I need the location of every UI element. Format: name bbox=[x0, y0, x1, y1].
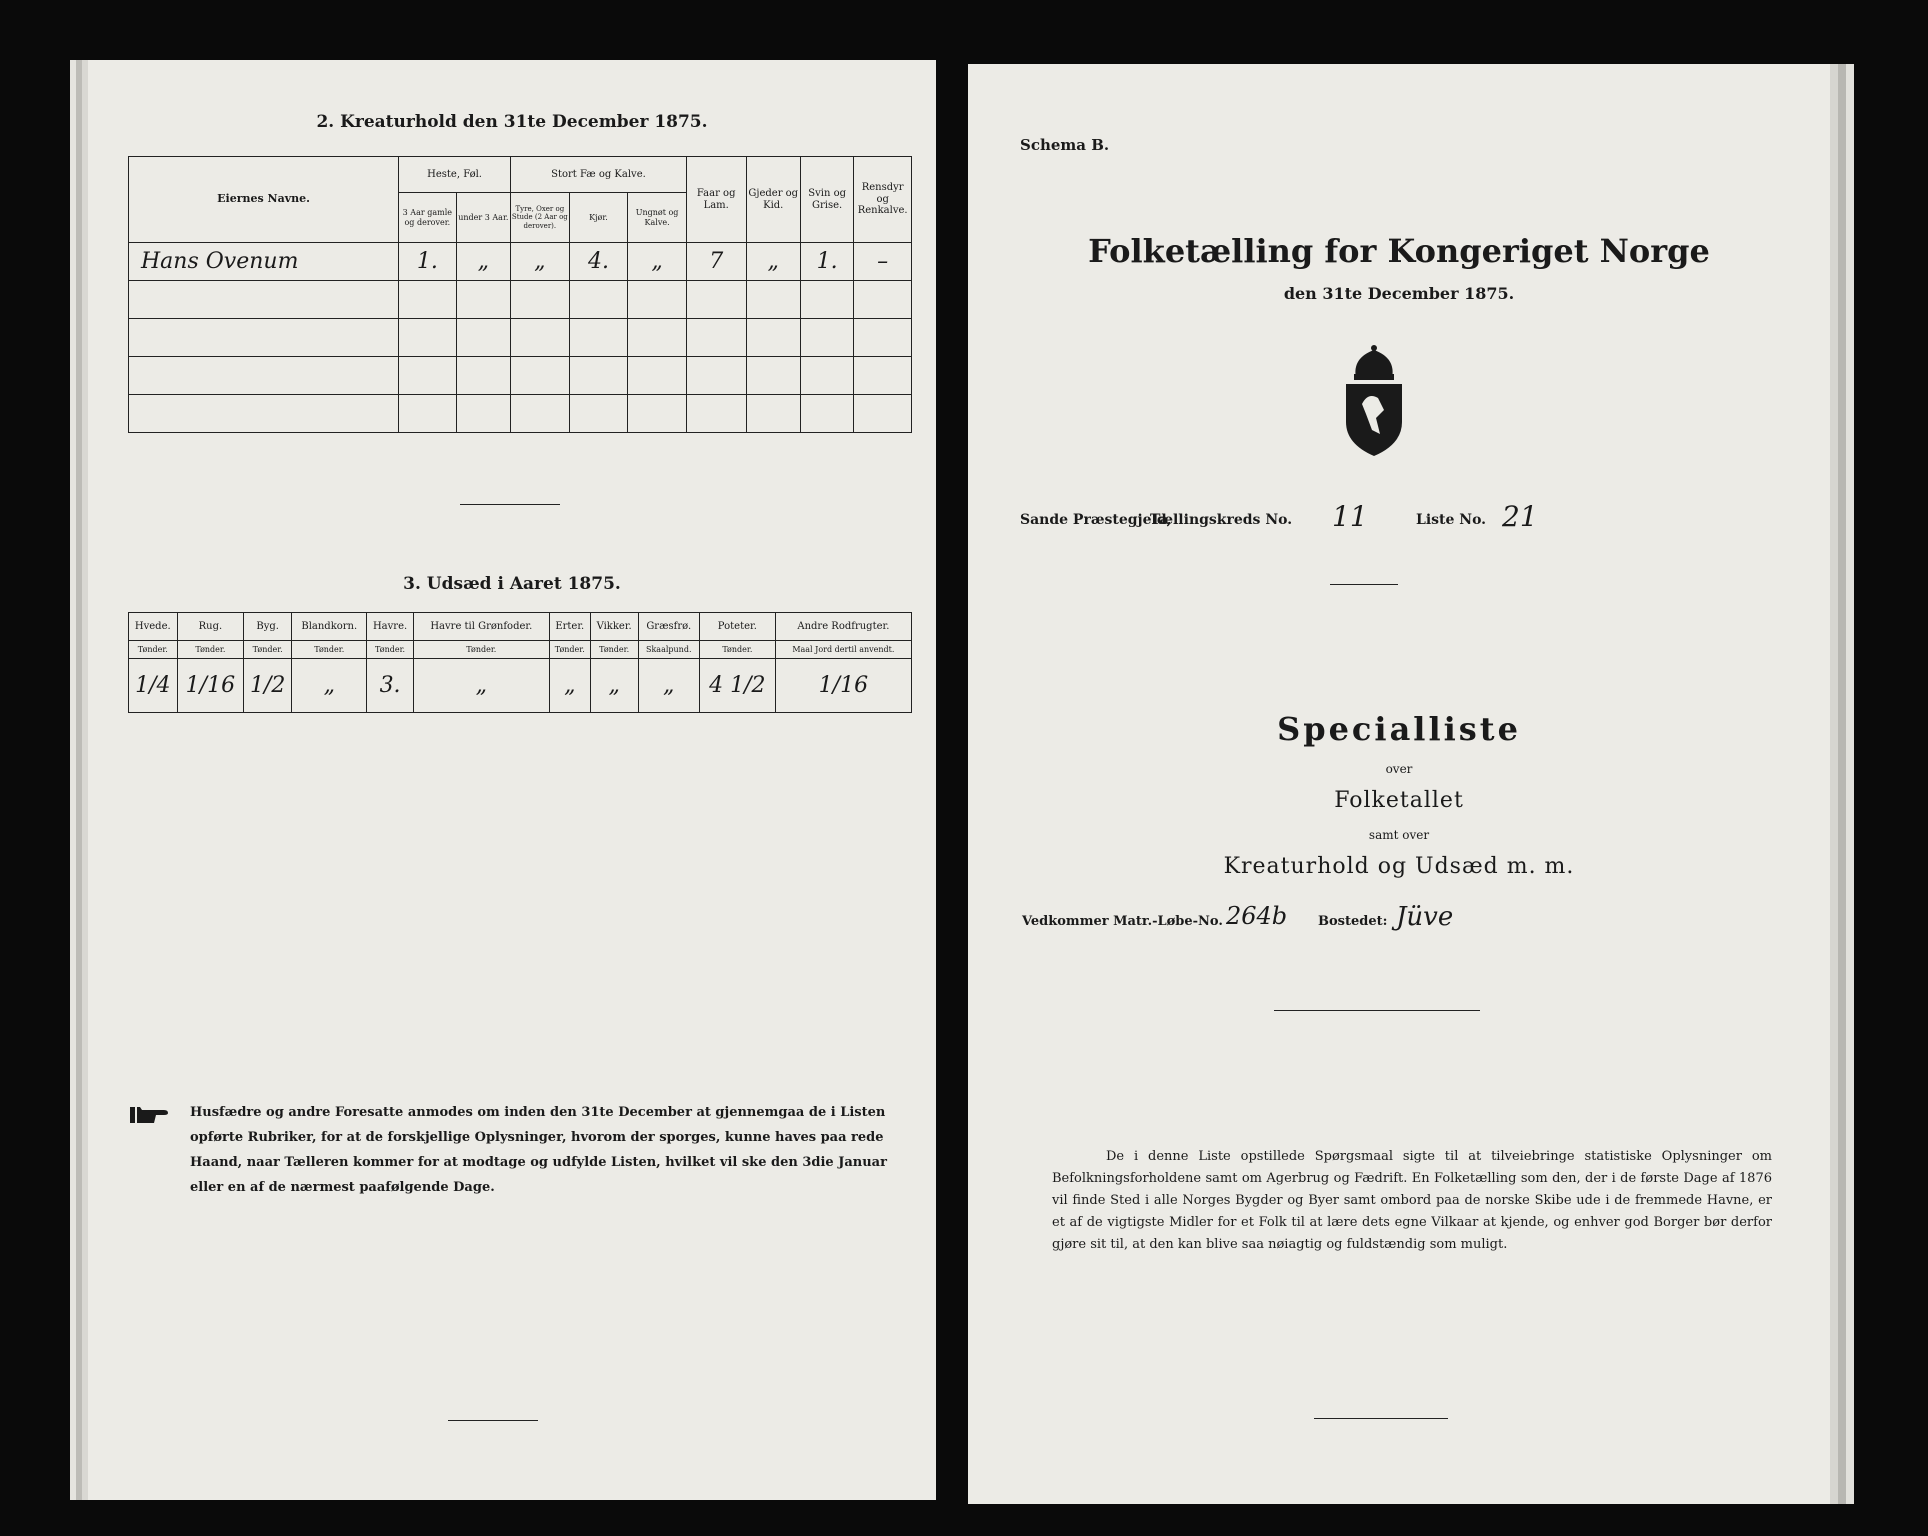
seed-title: 3. Udsæd i Aaret 1875. bbox=[403, 574, 621, 594]
seed-header-cell: Byg. bbox=[244, 613, 292, 641]
seed-value-cell: 3. bbox=[367, 659, 414, 713]
seed-header-cell: Havre til Grønfoder. bbox=[413, 613, 549, 641]
seed-unit-cell: Tønder. bbox=[590, 641, 638, 659]
district-number: 11 bbox=[1332, 500, 1368, 533]
seed-table bbox=[128, 612, 912, 713]
seed-header-cell: Blandkorn. bbox=[292, 613, 367, 641]
seed-unit-row bbox=[129, 641, 912, 659]
seed-value-cell: „ bbox=[292, 659, 367, 713]
cell: 4. bbox=[569, 243, 628, 281]
schema-label: Schema B. bbox=[1020, 136, 1110, 154]
seed-value-cell: 4 1/2 bbox=[699, 659, 775, 713]
seed-unit-cell: Tønder. bbox=[177, 641, 244, 659]
cell: „ bbox=[456, 243, 510, 281]
table-row bbox=[129, 659, 912, 713]
seed-value-cell: 1/16 bbox=[775, 659, 911, 713]
notice-text: Husfædre og andre Foresatte anmodes om inden den 31te December at gjennemgaa de i Listen opførte Rubriker, for at de forskjellige Oplysninger, hvorom der sporges, kunne haves paa rede Haand, naar Tælleren kommer for at modtage og udfylde Listen, hvilket vil ske den 3die Januar eller en af de nærmest paafølgende Dage. bbox=[190, 1105, 887, 1195]
cell: – bbox=[854, 243, 912, 281]
seed-unit-cell: Tønder. bbox=[413, 641, 549, 659]
seed-value-cell: 1/2 bbox=[244, 659, 292, 713]
table-row bbox=[129, 319, 912, 357]
seed-unit-cell: Tønder. bbox=[129, 641, 178, 659]
cell: 7 bbox=[686, 243, 746, 281]
owner-cell: Hans Ovenum bbox=[129, 243, 399, 281]
seed-value-cell: 1/4 bbox=[129, 659, 178, 713]
horses-header: Heste, Føl. bbox=[399, 157, 511, 193]
place-value: Jüve bbox=[1396, 902, 1454, 932]
pigs-header: Svin og Grise. bbox=[800, 157, 853, 243]
divider bbox=[460, 504, 560, 505]
seed-value-cell: 1/16 bbox=[177, 659, 244, 713]
divider bbox=[1274, 1010, 1480, 1011]
list-label: Liste No. bbox=[1416, 512, 1487, 528]
seed-unit-cell: Tønder. bbox=[699, 641, 775, 659]
seed-value-cell: „ bbox=[413, 659, 549, 713]
table-row bbox=[129, 243, 912, 281]
seed-header-cell: Vikker. bbox=[590, 613, 638, 641]
folketallet-text: Folketallet bbox=[1334, 788, 1464, 813]
divider bbox=[1330, 584, 1398, 585]
seed-header-cell: Andre Rodfrugter. bbox=[775, 613, 911, 641]
owner-header: Eiernes Navne. bbox=[129, 157, 399, 243]
matr-number: 264b bbox=[1226, 902, 1288, 930]
seed-unit-cell: Skaalpund. bbox=[638, 641, 699, 659]
parish-label: Sande Præstegjeld, bbox=[1020, 512, 1172, 528]
matr-label: Vedkommer Matr.-Løbe-No. bbox=[1022, 914, 1223, 929]
seed-value-cell: „ bbox=[638, 659, 699, 713]
divider bbox=[1314, 1418, 1448, 1419]
cell: 1. bbox=[399, 243, 457, 281]
calves-header: Ungnøt og Kalve. bbox=[628, 193, 687, 243]
bulls-header: Tyre, Oxer og Stude (2 Aar og derover). bbox=[511, 193, 570, 243]
seed-unit-cell: Maal Jord dertil anvendt. bbox=[775, 641, 911, 659]
table-row bbox=[129, 395, 912, 433]
left-page bbox=[88, 60, 936, 1500]
coat-of-arms-icon bbox=[1336, 344, 1412, 460]
livestock-title: 2. Kreaturhold den 31te December 1875. bbox=[316, 112, 708, 132]
seed-header-row bbox=[129, 613, 912, 641]
goats-header: Gjeder og Kid. bbox=[746, 157, 800, 243]
right-page bbox=[968, 64, 1830, 1504]
seed-value-cell: „ bbox=[549, 659, 590, 713]
table-row bbox=[129, 281, 912, 319]
intro-text: De i denne Liste opstillede Spørgsmaal sigte til at tilveiebringe statistiske Oplysninger om Befolkningsforholdene samt om Agerbrug og Fædrift. En Folketælling som den, der i de første Dage af 1876 vil finde Sted i alle Norges Bygder og Byer samt ombord paa de norske Skibe ude i de fremmede Havne, er et af de vigtigste Midler for et Folk til at lære dets egne Vilkaar at kjende, og enhver god Borger bør derfor gjøre sit til, at den kan blive saa nøiagtig og fuldstændig som muligt. bbox=[1052, 1149, 1772, 1252]
seed-header-cell: Hvede. bbox=[129, 613, 178, 641]
horses-3y-header: 3 Aar gamle og derover. bbox=[399, 193, 457, 243]
seed-header-cell: Poteter. bbox=[699, 613, 775, 641]
page-title: Folketælling for Kongeriget Norge bbox=[1088, 232, 1710, 270]
cell: „ bbox=[628, 243, 687, 281]
seed-header-cell: Erter. bbox=[549, 613, 590, 641]
cell: „ bbox=[746, 243, 800, 281]
sheep-header: Faar og Lam. bbox=[686, 157, 746, 243]
place-label: Bostedet: bbox=[1318, 914, 1388, 929]
seed-unit-cell: Tønder. bbox=[549, 641, 590, 659]
cattle-header: Stort Fæ og Kalve. bbox=[511, 157, 687, 193]
seed-unit-cell: Tønder. bbox=[244, 641, 292, 659]
heading: Specialliste bbox=[1277, 710, 1521, 748]
reindeer-header: Rensdyr og Renkalve. bbox=[854, 157, 912, 243]
over-text: over bbox=[1385, 762, 1413, 776]
seed-header-cell: Rug. bbox=[177, 613, 244, 641]
table-row bbox=[129, 357, 912, 395]
cell: 1. bbox=[800, 243, 853, 281]
census-date: den 31te December 1875. bbox=[1283, 284, 1515, 303]
samt-text: samt over bbox=[1368, 828, 1430, 842]
list-number: 21 bbox=[1502, 500, 1538, 533]
seed-value-cell: „ bbox=[590, 659, 638, 713]
livestock-table bbox=[128, 156, 912, 433]
kreatur-text: Kreaturhold og Udsæd m. m. bbox=[1223, 854, 1575, 879]
seed-unit-cell: Tønder. bbox=[367, 641, 414, 659]
seed-header-cell: Græsfrø. bbox=[638, 613, 699, 641]
pointing-hand-icon bbox=[130, 1104, 180, 1126]
seed-header-cell: Havre. bbox=[367, 613, 414, 641]
district-label: Tællingskreds No. bbox=[1150, 512, 1293, 528]
divider bbox=[448, 1420, 538, 1421]
seed-unit-cell: Tønder. bbox=[292, 641, 367, 659]
horses-under3-header: under 3 Aar. bbox=[456, 193, 510, 243]
cell: „ bbox=[511, 243, 570, 281]
cows-header: Kjør. bbox=[569, 193, 628, 243]
